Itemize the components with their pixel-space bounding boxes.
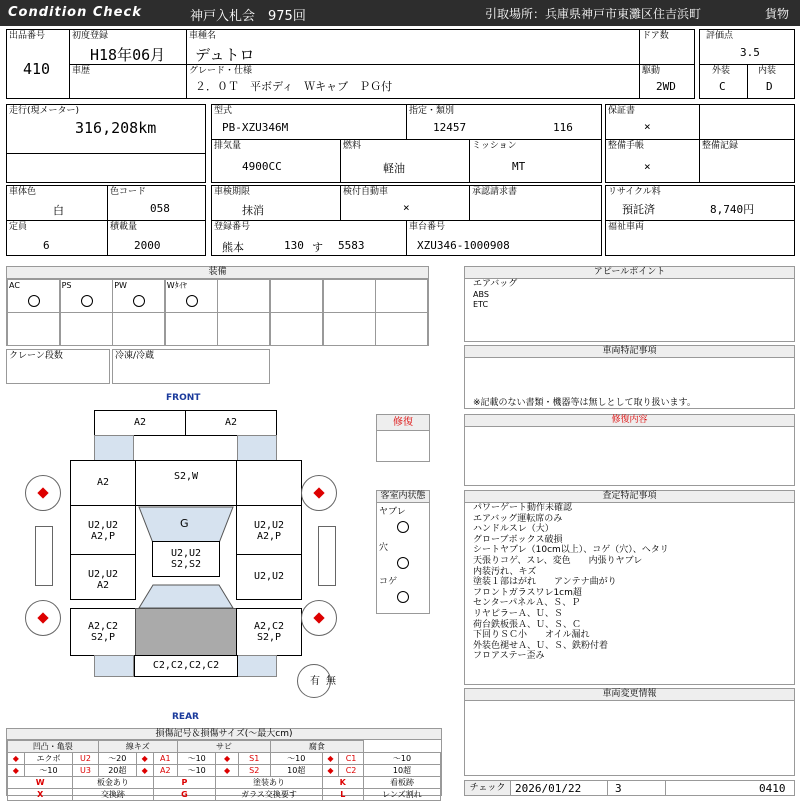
repair-content-title: 修復内容: [465, 415, 794, 427]
legend-header: 凹凸・亀裂: [8, 741, 99, 753]
legend-code: 塗装あり: [216, 777, 322, 789]
auto-reg: ×: [403, 201, 410, 214]
capacity: 6: [43, 239, 50, 252]
rear-bumper: C2,C2,C2,C2: [134, 655, 238, 677]
special-note: ※記載のない書類・機器等は無しとして取り扱います。: [473, 398, 696, 408]
score-box: [699, 29, 795, 65]
legend-cell: 〜10: [24, 765, 73, 777]
spare-yes: 有: [310, 676, 320, 687]
recycle-status: 預託済: [622, 203, 655, 216]
interior-grade: D: [766, 80, 773, 93]
legend-header: サビ: [178, 741, 271, 753]
cabin-tear-label: ヤブレ: [379, 507, 406, 517]
appeal-title: アピールポイント: [465, 267, 794, 279]
displacement-box: [211, 139, 341, 183]
wheel-front-left-icon: [25, 475, 61, 511]
designation: 12457: [433, 121, 467, 134]
cabin-title: 客室内状態: [377, 491, 429, 503]
front-label: FRONT: [166, 393, 201, 403]
legend-cell: A2: [153, 765, 178, 777]
equipment-cell: [217, 312, 270, 346]
inspection-notes-panel: [464, 490, 795, 685]
front-fender-left: [94, 435, 134, 461]
check-label: チェック: [465, 781, 511, 795]
rear-fender-left: [94, 655, 134, 677]
inspection-note: フロアステー歪み: [473, 651, 545, 662]
equipment-cell: [7, 279, 60, 313]
equipment-cell: [112, 312, 165, 346]
inspection-note: グローブボックス破損: [473, 534, 563, 545]
chassis-box: [406, 220, 602, 256]
change-info-title: 車両変更情報: [465, 689, 794, 701]
legend-code: レンズ割れ: [363, 789, 440, 801]
legend-cell: S2: [238, 765, 270, 777]
load-box: [107, 220, 206, 256]
equipment-panel: [6, 266, 429, 346]
load-capacity: 2000: [134, 239, 161, 252]
legend-code: P: [153, 777, 216, 789]
legend-cell: 10超: [270, 765, 322, 777]
doors-box: [639, 29, 695, 65]
exterior-box: [699, 64, 748, 99]
appeal-item: ETC: [473, 300, 489, 310]
inspection-note: 塗装１部はがれ アンテナ曲がり: [473, 577, 617, 588]
check-code: 0410: [759, 782, 786, 795]
legend-cell: ◆: [8, 765, 25, 777]
legend-cell: C1: [339, 753, 364, 765]
front-bumper-left: A2: [94, 410, 186, 436]
inspection-note: パワーゲート動作未確認: [473, 503, 573, 513]
legend-cell: 〜10: [178, 765, 216, 777]
legend-cell: S1: [238, 753, 270, 765]
lot-label: 出品番号: [9, 31, 46, 41]
drive: 2WD: [656, 80, 676, 93]
doors-label: ドア数: [642, 31, 669, 41]
legend-cell: ◆: [136, 753, 153, 765]
equipment-cell: [270, 279, 323, 313]
left-front-panel: A2: [70, 460, 136, 506]
fuel: 軽油: [383, 162, 405, 175]
reg-area: 熊本: [222, 241, 244, 254]
model-name: デュトロ: [195, 46, 255, 64]
legend-cell: 20超: [98, 765, 136, 777]
chassis-label: 車台番号: [409, 222, 446, 232]
body-color: 白: [53, 204, 64, 217]
load-label: 積載量: [110, 222, 138, 232]
equipment-cell: [165, 312, 218, 346]
equipment-cell: [375, 279, 428, 313]
model-type: PB-XZU346M: [222, 121, 289, 134]
equipment-label: PW: [114, 281, 127, 290]
first-reg-label: 初度登録: [72, 31, 109, 41]
legend-cell: C2: [339, 765, 364, 777]
cooler-label: 冷凍/冷蔵: [115, 351, 155, 361]
reg-kana: す: [312, 241, 323, 254]
equipment-cell: [165, 279, 218, 313]
equipment-cell: [60, 312, 113, 346]
warranty-blank: [699, 104, 795, 140]
warranty-box: [605, 104, 700, 140]
legend-header: 腐食: [270, 741, 363, 753]
appeal-item: エアバッグ: [473, 279, 518, 289]
legend-cell: ◆: [8, 753, 25, 765]
cabin-tear-mark: [397, 521, 409, 533]
lot-box: [6, 29, 70, 99]
check-date: 2026/01/22: [515, 782, 582, 795]
special-notes-panel: [464, 345, 795, 409]
legend-cell: ◆: [136, 765, 153, 777]
front-fender-right: [237, 435, 277, 461]
equipment-label: AC: [9, 281, 20, 290]
manual-box: [605, 139, 700, 183]
interior-label: 内装: [758, 66, 777, 76]
manual-label: 整備手帳: [608, 141, 645, 151]
welfare-box: [605, 220, 795, 256]
inspection-note: 天張りコゲ、スレ、変色 内張りヤブレ: [473, 555, 643, 566]
equipment-cell: [217, 279, 270, 313]
warranty: ×: [644, 120, 651, 133]
legend-cell: 〜10: [270, 753, 322, 765]
legend-cell: エクボ: [24, 753, 73, 765]
cabin-panel: [376, 490, 430, 614]
check-count: 3: [615, 782, 622, 795]
score-label: 評価点: [706, 31, 734, 41]
repair-content-panel: [464, 414, 795, 486]
inspection: 抹消: [242, 204, 264, 217]
inspection-note: フロントガラスワレ1cm超: [473, 587, 582, 598]
category-number: 116: [553, 121, 573, 134]
legend-cell: ◆: [216, 765, 238, 777]
footer-bar: [464, 780, 795, 796]
legend-code: K: [322, 777, 363, 789]
drive-label: 駆動: [642, 66, 661, 76]
inspection-note: 荷台鉄板張Ａ、Ｕ、Ｓ、Ｃ: [473, 619, 582, 630]
color-code-label: 色コード: [110, 187, 147, 197]
inspection-box: [211, 185, 341, 221]
right-door-rear: U2,U2: [236, 554, 302, 600]
color-code-box: [107, 185, 206, 221]
interior-box: [747, 64, 795, 99]
special-title: 車両特記事項: [465, 346, 794, 358]
inspection-label: 車検期限: [214, 187, 251, 197]
mission-box: [469, 139, 602, 183]
manual: ×: [644, 160, 651, 173]
equipment-label: Wﾀｲﾔ: [166, 281, 187, 290]
equipment-mark: [186, 295, 198, 307]
capacity-label: 定員: [9, 222, 28, 232]
legend-cell: 〜10: [178, 753, 216, 765]
cooler-box: [112, 349, 270, 384]
glass-code: G: [180, 517, 189, 530]
repair-label: 修復: [377, 415, 429, 431]
wheel-front-right-icon: [301, 475, 337, 511]
cabin-burn-label: コゲ: [379, 577, 398, 587]
exterior-label: 外装: [712, 66, 731, 76]
brand-title: Condition Check: [8, 5, 142, 20]
displacement-label: 排気量: [214, 141, 242, 151]
chassis-number: XZU346-1000908: [417, 239, 510, 252]
right-rear-panel: A2,C2 S2,P: [236, 608, 302, 656]
equipment-cell: [375, 312, 428, 346]
legend-table: [7, 740, 441, 801]
recycle-fee: 8,740円: [710, 203, 755, 216]
inspection-note: センターパネルＡ、Ｓ、Ｐ: [473, 598, 581, 609]
legend-code: X: [8, 789, 73, 801]
inspection-notes-title: 査定特記事項: [465, 491, 794, 503]
score: 3.5: [740, 46, 760, 59]
inspection-note: リヤピラーＡ、Ｕ、Ｓ: [473, 608, 563, 619]
recycle-box: [605, 185, 795, 221]
type-label: 型式: [214, 106, 233, 116]
auto-reg-label: 検付自動車: [343, 187, 389, 197]
inspection-note: 下回りＳＣ小 オイル漏れ: [473, 630, 590, 641]
reg-class: 130: [284, 239, 304, 252]
inspection-note: シートヤブレ（10cm以上）、コゲ（穴）、ヘタリ: [473, 545, 669, 556]
legend-code: W: [8, 777, 73, 789]
reg-number: 5583: [338, 239, 365, 252]
legend-code: 交換跡: [73, 789, 153, 801]
lot-number: 410: [23, 60, 51, 78]
history-box: [69, 64, 187, 99]
equipment-mark: [28, 295, 40, 307]
mission-label: ミッション: [472, 141, 517, 151]
equipment-cell: [7, 312, 60, 346]
damage-legend: [6, 728, 442, 799]
reg-no-box: [211, 220, 407, 256]
legend-code: 板金あり: [73, 777, 153, 789]
legend-cell: U2: [73, 753, 98, 765]
equipment-cell: [60, 279, 113, 313]
legend-title: 損傷記号＆損傷サイズ(〜最大cm): [7, 729, 441, 740]
grade-label: グレード・仕様: [189, 66, 253, 76]
vehicle-category: 貨物: [765, 7, 790, 21]
equipment-cell: [112, 279, 165, 313]
first-reg-box: [69, 29, 187, 65]
legend-cell: ◆: [322, 753, 339, 765]
auction-title: 神戸入札会 975回: [190, 9, 306, 24]
change-info-panel: [464, 688, 795, 776]
front-bumper-right: A2: [185, 410, 277, 436]
grade: ２．０Ｔ 平ボディ Ｗキャブ ＰＧ付: [195, 80, 393, 93]
equipment-mark: [81, 295, 93, 307]
legend-cell: 10超: [363, 765, 440, 777]
right-door-front: U2,U2 A2,P: [236, 505, 302, 555]
inspection-note: エアバッグ運転席のみ: [473, 513, 563, 524]
wheel-rear-right-icon: [301, 600, 337, 636]
right-front-panel: [236, 460, 302, 506]
crane-box: [6, 349, 110, 384]
legend-code: G: [153, 789, 216, 801]
hood: S2,W: [135, 460, 237, 506]
designation-box: [406, 104, 602, 140]
body-color-label: 車体色: [9, 187, 37, 197]
body-color-box: [6, 185, 108, 221]
roof: U2,U2 S2,S2: [152, 541, 220, 577]
pickup-location: 引取場所：兵庫県神戸市東灘区住吉浜町: [485, 7, 702, 21]
inspection-note: 内装汚れ、キズ: [473, 566, 537, 577]
fuel-label: 燃料: [343, 141, 362, 151]
model-box: [186, 29, 640, 65]
appeal-item: ABS: [473, 289, 489, 299]
left-door-front: U2,U2 A2,P: [70, 505, 136, 555]
appeal-list: [473, 279, 517, 311]
color-code: 058: [150, 202, 170, 215]
record-label: 整備記録: [702, 141, 739, 151]
legend-cell: 〜20: [98, 753, 136, 765]
exterior-grade: C: [719, 80, 726, 93]
inspection-notes-list: [473, 503, 669, 662]
type-box: [211, 104, 407, 140]
right-mirror-box: [318, 526, 336, 586]
grade-box: [186, 64, 640, 99]
legend-cell: ◆: [216, 753, 238, 765]
mileage-box: [6, 104, 206, 154]
legend-code: L: [322, 789, 363, 801]
drive-box: [639, 64, 695, 99]
mileage-blank: [6, 153, 206, 183]
spare-no: 無: [326, 676, 336, 687]
warranty-label: 保証書: [608, 106, 636, 116]
legend-code: ガラス交換要す: [216, 789, 322, 801]
appeal-panel: [464, 266, 795, 342]
mission: MT: [512, 160, 526, 173]
left-door-rear: U2,U2 A2: [70, 554, 136, 600]
legend-cell: A1: [153, 753, 178, 765]
legend-cell: 〜10: [363, 753, 440, 765]
equipment-title: 装備: [7, 267, 428, 279]
welfare-label: 福祉車両: [608, 222, 645, 232]
wheel-rear-left-icon: [25, 600, 61, 636]
repair-box: [376, 414, 430, 462]
header-bar: [0, 0, 800, 26]
left-rear-panel: A2,C2 S2,P: [70, 608, 136, 656]
equipment-cell: [270, 312, 323, 346]
mileage-label: 走行(現メーター): [9, 106, 80, 116]
approval-box: [469, 185, 602, 221]
equipment-cell: [323, 279, 376, 313]
legend-cell: U3: [73, 765, 98, 777]
model-label: 車種名: [189, 31, 217, 41]
fuel-box: [340, 139, 470, 183]
reg-no-label: 登録番号: [214, 222, 251, 232]
history-label: 車歴: [72, 66, 91, 76]
first-reg: H18年06月: [90, 46, 166, 64]
cargo-bed: [135, 608, 237, 656]
cabin-hole-label: 穴: [379, 543, 389, 553]
legend-cell: ◆: [322, 765, 339, 777]
legend-header: 線キズ: [98, 741, 177, 753]
left-mirror-box: [35, 526, 53, 586]
mileage: 316,208km: [75, 119, 157, 137]
rear-label: REAR: [172, 712, 199, 722]
capacity-box: [6, 220, 108, 256]
inspection-note: ハンドルスレ（大）: [473, 524, 554, 535]
equipment-label: PS: [61, 281, 72, 290]
recycle-label: リサイクル料: [608, 187, 661, 197]
equipment-mark: [133, 295, 145, 307]
auto-reg-box: [340, 185, 470, 221]
cabin-burn-mark: [397, 591, 409, 603]
rear-fender-right: [237, 655, 277, 677]
equipment-cell: [323, 312, 376, 346]
displacement: 4900CC: [242, 160, 282, 173]
approval-label: 承認請求書: [472, 187, 518, 197]
record-box: [699, 139, 795, 183]
cabin-hole-mark: [397, 557, 409, 569]
crane-label: クレーン段数: [9, 351, 63, 361]
legend-code: 看板跡: [363, 777, 440, 789]
designation-label: 指定・類別: [409, 106, 455, 116]
inspection-note: 外装色褪せＡ、Ｕ、Ｓ、鉄粉付着: [473, 640, 609, 651]
